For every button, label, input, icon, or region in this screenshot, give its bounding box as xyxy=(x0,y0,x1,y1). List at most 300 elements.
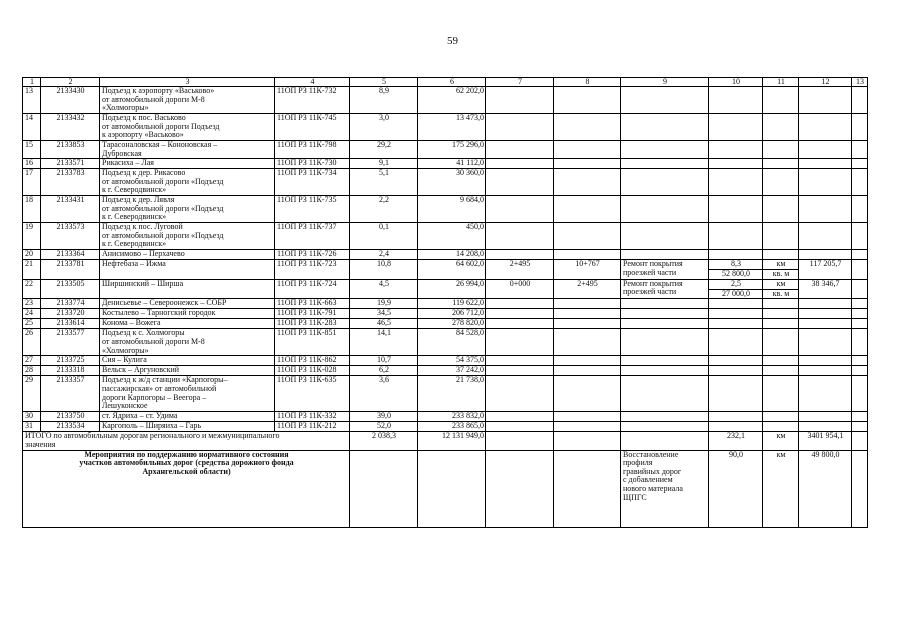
empty-cell xyxy=(554,309,621,319)
cost-cell: 37 242,0 xyxy=(418,366,486,376)
road-id-cell: 11ОП РЗ 11К-745 xyxy=(275,114,350,141)
empty-cell xyxy=(709,422,763,432)
row-number-cell: 14 xyxy=(23,114,41,141)
road-code-cell: 2133577 xyxy=(41,329,100,356)
column-number-header: 10 xyxy=(709,78,763,87)
road-id-cell: 11ОП РЗ 11К-028 xyxy=(275,366,350,376)
empty-cell xyxy=(554,87,621,114)
empty-cell xyxy=(799,87,852,114)
empty-cell xyxy=(852,450,868,527)
cost-cell: 62 202,0 xyxy=(418,87,486,114)
row-number-cell: 17 xyxy=(23,169,41,196)
row-number-cell: 31 xyxy=(23,422,41,432)
table-row xyxy=(23,250,868,260)
column-number-header: 5 xyxy=(350,78,418,87)
empty-cell xyxy=(621,412,709,422)
column-number-header: 12 xyxy=(799,78,852,87)
road-id-cell: 11ОП РЗ 11К-730 xyxy=(275,159,350,169)
empty-cell xyxy=(554,356,621,366)
length-cell: 10,8 xyxy=(350,260,418,280)
road-name-cell: Подъезд к пос. Луговой от автомобильной дороги «Подъезд к г. Северодвинск» xyxy=(100,223,275,250)
road-id-cell: 11ОП РЗ 11К-732 xyxy=(275,87,350,114)
empty-cell xyxy=(709,299,763,309)
cost-cell: 119 622,0 xyxy=(418,299,486,309)
length-cell: 8,9 xyxy=(350,87,418,114)
empty-cell xyxy=(486,196,554,223)
row-number-cell: 25 xyxy=(23,319,41,329)
empty-cell xyxy=(486,114,554,141)
empty-cell xyxy=(709,250,763,260)
empty-cell xyxy=(350,450,418,527)
cost-cell: 21 738,0 xyxy=(418,376,486,412)
road-id-cell: 11ОП РЗ 11К-734 xyxy=(275,169,350,196)
road-code-cell: 2133750 xyxy=(41,412,100,422)
table-row xyxy=(23,319,868,329)
empty-cell xyxy=(799,223,852,250)
length-cell: 39,0 xyxy=(350,412,418,422)
table-row xyxy=(23,159,868,169)
road-code-cell: 2133357 xyxy=(41,376,100,412)
km-to-cell: 10+767 xyxy=(554,260,621,280)
empty-cell xyxy=(709,329,763,356)
road-id-cell: 11ОП РЗ 11К-798 xyxy=(275,141,350,159)
table-row xyxy=(23,309,868,319)
road-code-cell: 2133614 xyxy=(41,319,100,329)
empty-cell xyxy=(486,376,554,412)
repair-total-cell: 117 205,7 xyxy=(799,260,852,280)
length-cell: 2,4 xyxy=(350,250,418,260)
empty-cell xyxy=(486,87,554,114)
empty-cell xyxy=(486,223,554,250)
empty-cell xyxy=(852,319,868,329)
empty-cell xyxy=(486,329,554,356)
column-number-header: 3 xyxy=(100,78,275,87)
empty-cell xyxy=(621,299,709,309)
cost-cell: 64 602,0 xyxy=(418,260,486,280)
row-number-cell: 28 xyxy=(23,366,41,376)
length-cell: 52,0 xyxy=(350,422,418,432)
empty-cell xyxy=(486,450,554,527)
row-number-cell: 22 xyxy=(23,279,41,299)
empty-cell xyxy=(709,87,763,114)
unit-cell: км xyxy=(763,260,799,270)
road-code-cell: 2133432 xyxy=(41,114,100,141)
empty-cell xyxy=(763,169,799,196)
task-sum-cell: 49 800,0 xyxy=(799,450,852,527)
road-id-cell: 11ОП РЗ 11К-735 xyxy=(275,196,350,223)
column-number-header: 9 xyxy=(621,78,709,87)
empty-cell xyxy=(709,319,763,329)
column-number-header: 2 xyxy=(41,78,100,87)
empty-cell xyxy=(709,376,763,412)
length-cell: 6,2 xyxy=(350,366,418,376)
row-number-cell: 23 xyxy=(23,299,41,309)
road-code-cell: 2133431 xyxy=(41,196,100,223)
empty-cell xyxy=(486,412,554,422)
empty-cell xyxy=(621,366,709,376)
road-code-cell: 2133571 xyxy=(41,159,100,169)
road-code-cell: 2133534 xyxy=(41,422,100,432)
empty-cell xyxy=(709,196,763,223)
row-number-cell: 30 xyxy=(23,412,41,422)
cost-cell: 175 296,0 xyxy=(418,141,486,159)
column-number-header: 8 xyxy=(554,78,621,87)
empty-cell xyxy=(799,159,852,169)
row-number-cell: 15 xyxy=(23,141,41,159)
cost-cell: 233 865,0 xyxy=(418,422,486,432)
empty-cell xyxy=(763,309,799,319)
task-work-cell: Восстановление профиля гравийных дорог с добавлением нового материала ЩПГС xyxy=(621,450,709,527)
empty-cell xyxy=(852,159,868,169)
empty-cell xyxy=(554,329,621,356)
table-row xyxy=(23,196,868,223)
empty-cell xyxy=(799,250,852,260)
road-id-cell: 11ОП РЗ 11К-851 xyxy=(275,329,350,356)
road-name-cell: Подъезд к дер. Лявля от автомобильной дороги «Подъезд к г. Северодвинск» xyxy=(100,196,275,223)
empty-cell xyxy=(621,87,709,114)
road-id-cell: 11ОП РЗ 11К-737 xyxy=(275,223,350,250)
empty-cell xyxy=(799,141,852,159)
road-code-cell: 2133505 xyxy=(41,279,100,299)
table-row xyxy=(23,366,868,376)
road-id-cell: 11ОП РЗ 11К-724 xyxy=(275,279,350,299)
empty-cell xyxy=(763,299,799,309)
empty-cell xyxy=(799,329,852,356)
road-code-cell: 2133430 xyxy=(41,87,100,114)
empty-cell xyxy=(852,223,868,250)
road-name-cell: Подъезд к с. Холмогоры от автомобильной дороги М-8 «Холмогоры» xyxy=(100,329,275,356)
task-unit-cell: км xyxy=(763,450,799,527)
empty-cell xyxy=(554,450,621,527)
empty-cell xyxy=(763,356,799,366)
empty-cell xyxy=(852,299,868,309)
road-name-cell: Костылево – Тарногский городок xyxy=(100,309,275,319)
empty-cell xyxy=(799,114,852,141)
length-cell: 5,1 xyxy=(350,169,418,196)
empty-cell xyxy=(763,196,799,223)
empty-cell xyxy=(621,319,709,329)
cost-cell: 26 994,0 xyxy=(418,279,486,299)
empty-cell xyxy=(799,319,852,329)
road-code-cell: 2133318 xyxy=(41,366,100,376)
header-row xyxy=(23,78,868,87)
work-type-cell: Ремонт покрытия проезжей части xyxy=(621,279,709,299)
area-cell: 27 000,0 xyxy=(709,289,763,299)
cost-cell: 14 208,0 xyxy=(418,250,486,260)
empty-cell xyxy=(852,309,868,319)
length-km-cell: 8,3 xyxy=(709,260,763,270)
road-code-cell: 2133364 xyxy=(41,250,100,260)
length-cell: 3,0 xyxy=(350,114,418,141)
empty-cell xyxy=(763,141,799,159)
empty-cell xyxy=(852,329,868,356)
row-number-cell: 21 xyxy=(23,260,41,280)
road-name-cell: Подъезд к пос. Васьково от автомобильной дороги Подъезд к аэропорту «Васьково» xyxy=(100,114,275,141)
empty-cell xyxy=(486,319,554,329)
road-name-cell: Конома – Вожега xyxy=(100,319,275,329)
empty-cell xyxy=(554,412,621,422)
column-number-header: 6 xyxy=(418,78,486,87)
road-code-cell: 2133573 xyxy=(41,223,100,250)
empty-cell xyxy=(554,376,621,412)
table-row xyxy=(23,422,868,432)
empty-cell xyxy=(486,169,554,196)
empty-cell xyxy=(554,159,621,169)
empty-cell xyxy=(709,169,763,196)
road-id-cell: 11ОП РЗ 11К-723 xyxy=(275,260,350,280)
table-row xyxy=(23,356,868,366)
cost-cell: 9 684,0 xyxy=(418,196,486,223)
road-name-cell: Нефтебаза – Ижма xyxy=(100,260,275,280)
empty-cell xyxy=(554,196,621,223)
table-row xyxy=(23,141,868,159)
cost-cell: 233 832,0 xyxy=(418,412,486,422)
empty-cell xyxy=(554,223,621,250)
task-title-cell: Мероприятия по поддержанию нормативного состояния участков автомобильных дорог (средства дорожного фонда Архангельской области) xyxy=(23,450,350,527)
table-row xyxy=(23,412,868,422)
road-name-cell: Денисьевье – Североонежск – СОБР xyxy=(100,299,275,309)
road-id-cell: 11ОП РЗ 11К-663 xyxy=(275,299,350,309)
empty-cell xyxy=(799,356,852,366)
empty-cell xyxy=(486,422,554,432)
empty-cell xyxy=(763,366,799,376)
work-type-cell: Ремонт покрытия проезжей части xyxy=(621,260,709,280)
empty-cell xyxy=(852,260,868,280)
empty-cell xyxy=(852,196,868,223)
page-number: 59 xyxy=(447,35,458,47)
column-number-header: 11 xyxy=(763,78,799,87)
empty-cell xyxy=(763,376,799,412)
row-number-cell: 13 xyxy=(23,87,41,114)
empty-cell xyxy=(486,250,554,260)
empty-cell xyxy=(799,196,852,223)
empty-cell xyxy=(852,279,868,299)
empty-cell xyxy=(799,309,852,319)
total-sum-cell: 3401 954,1 xyxy=(799,432,852,450)
road-code-cell: 2133781 xyxy=(41,260,100,280)
empty-cell xyxy=(709,309,763,319)
column-number-header: 7 xyxy=(486,78,554,87)
empty-cell xyxy=(709,356,763,366)
empty-cell xyxy=(621,141,709,159)
empty-cell xyxy=(486,309,554,319)
empty-cell xyxy=(554,114,621,141)
road-id-cell: 11ОП РЗ 11К-862 xyxy=(275,356,350,366)
table-row xyxy=(23,260,868,270)
table-body xyxy=(23,78,868,528)
repair-total-cell: 38 346,7 xyxy=(799,279,852,299)
empty-cell xyxy=(852,422,868,432)
row-number-cell: 16 xyxy=(23,159,41,169)
empty-cell xyxy=(852,356,868,366)
length-cell: 29,2 xyxy=(350,141,418,159)
empty-cell xyxy=(486,356,554,366)
empty-cell xyxy=(621,309,709,319)
road-id-cell: 11ОП РЗ 11К-635 xyxy=(275,376,350,412)
empty-cell xyxy=(763,223,799,250)
length-cell: 0,1 xyxy=(350,223,418,250)
unit-cell: кв. м xyxy=(763,270,799,280)
area-cell: 52 800,0 xyxy=(709,270,763,280)
empty-cell xyxy=(799,169,852,196)
cost-cell: 206 712,0 xyxy=(418,309,486,319)
km-from-cell: 2+495 xyxy=(486,260,554,280)
empty-cell xyxy=(763,114,799,141)
row-number-cell: 29 xyxy=(23,376,41,412)
table-row xyxy=(23,329,868,356)
empty-cell xyxy=(852,114,868,141)
total-km-cell: 232,1 xyxy=(709,432,763,450)
total-unit-cell: км xyxy=(763,432,799,450)
empty-cell xyxy=(621,169,709,196)
table-row xyxy=(23,223,868,250)
length-cell: 2,2 xyxy=(350,196,418,223)
unit-cell: км xyxy=(763,279,799,289)
empty-cell xyxy=(763,329,799,356)
empty-cell xyxy=(621,223,709,250)
road-id-cell: 11ОП РЗ 11К-283 xyxy=(275,319,350,329)
empty-cell xyxy=(621,196,709,223)
road-id-cell: 11ОП РЗ 11К-332 xyxy=(275,412,350,422)
road-name-cell: ст. Ядриха – ст. Удима xyxy=(100,412,275,422)
row-number-cell: 26 xyxy=(23,329,41,356)
cost-cell: 30 360,0 xyxy=(418,169,486,196)
road-code-cell: 2133720 xyxy=(41,309,100,319)
task-km-cell: 90,0 xyxy=(709,450,763,527)
row-number-cell: 20 xyxy=(23,250,41,260)
road-id-cell: 11ОП РЗ 11К-212 xyxy=(275,422,350,432)
table-row xyxy=(23,114,868,141)
length-cell: 9,1 xyxy=(350,159,418,169)
table-row xyxy=(23,87,868,114)
cost-cell: 450,0 xyxy=(418,223,486,250)
cost-cell: 278 820,0 xyxy=(418,319,486,329)
road-name-cell: Сия – Кулига xyxy=(100,356,275,366)
empty-cell xyxy=(621,329,709,356)
empty-cell xyxy=(554,141,621,159)
empty-cell xyxy=(621,159,709,169)
empty-cell xyxy=(709,159,763,169)
empty-cell xyxy=(852,87,868,114)
cost-cell: 54 375,0 xyxy=(418,356,486,366)
road-code-cell: 2133853 xyxy=(41,141,100,159)
empty-cell xyxy=(763,319,799,329)
empty-cell xyxy=(621,356,709,366)
empty-cell xyxy=(763,412,799,422)
length-cell: 34,5 xyxy=(350,309,418,319)
length-cell: 14,1 xyxy=(350,329,418,356)
length-cell: 19,9 xyxy=(350,299,418,309)
road-code-cell: 2133725 xyxy=(41,356,100,366)
road-name-cell: Каргополь – Ширяиха – Гарь xyxy=(100,422,275,432)
total-cost-cell: 12 131 949,0 xyxy=(418,432,486,450)
km-from-cell: 0+000 xyxy=(486,279,554,299)
empty-cell xyxy=(852,376,868,412)
roads-table xyxy=(22,77,868,528)
unit-cell: кв. м xyxy=(763,289,799,299)
empty-cell xyxy=(852,366,868,376)
empty-cell xyxy=(486,432,554,450)
empty-cell xyxy=(852,412,868,422)
empty-cell xyxy=(554,319,621,329)
road-id-cell: 11ОП РЗ 11К-726 xyxy=(275,250,350,260)
empty-cell xyxy=(763,422,799,432)
length-cell: 4,5 xyxy=(350,279,418,299)
cost-cell: 13 473,0 xyxy=(418,114,486,141)
empty-cell xyxy=(621,376,709,412)
row-number-cell: 27 xyxy=(23,356,41,366)
empty-cell xyxy=(554,366,621,376)
empty-cell xyxy=(554,250,621,260)
empty-cell xyxy=(799,422,852,432)
empty-cell xyxy=(486,366,554,376)
table-row xyxy=(23,299,868,309)
empty-cell xyxy=(852,250,868,260)
empty-cell xyxy=(709,141,763,159)
table-row xyxy=(23,279,868,289)
empty-cell xyxy=(852,432,868,450)
column-number-header: 1 xyxy=(23,78,41,87)
cost-cell: 84 528,0 xyxy=(418,329,486,356)
empty-cell xyxy=(709,366,763,376)
road-name-cell: Тарасоналовская – Кононовская – Дубровская xyxy=(100,141,275,159)
length-cell: 46,5 xyxy=(350,319,418,329)
empty-cell xyxy=(621,114,709,141)
empty-cell xyxy=(554,169,621,196)
empty-cell xyxy=(621,422,709,432)
empty-cell xyxy=(852,141,868,159)
row-number-cell: 19 xyxy=(23,223,41,250)
road-name-cell: Подъезд к дер. Рикасово от автомобильной дороги «Подъезд к г. Северодвинск» xyxy=(100,169,275,196)
empty-cell xyxy=(486,159,554,169)
empty-cell xyxy=(621,432,709,450)
column-number-header: 4 xyxy=(275,78,350,87)
empty-cell xyxy=(763,159,799,169)
empty-cell xyxy=(709,412,763,422)
road-code-cell: 2133783 xyxy=(41,169,100,196)
empty-cell xyxy=(763,87,799,114)
empty-cell xyxy=(709,114,763,141)
empty-cell xyxy=(554,422,621,432)
table-row xyxy=(23,169,868,196)
table-row xyxy=(23,376,868,412)
km-to-cell: 2+495 xyxy=(554,279,621,299)
cost-cell: 41 112,0 xyxy=(418,159,486,169)
empty-cell xyxy=(486,141,554,159)
row-number-cell: 24 xyxy=(23,309,41,319)
empty-cell xyxy=(621,250,709,260)
empty-cell xyxy=(486,299,554,309)
empty-cell xyxy=(554,432,621,450)
road-name-cell: Анисимово – Перхачево xyxy=(100,250,275,260)
task-row xyxy=(23,450,868,527)
row-number-cell: 18 xyxy=(23,196,41,223)
length-km-cell: 2,5 xyxy=(709,279,763,289)
empty-cell xyxy=(799,412,852,422)
empty-cell xyxy=(554,299,621,309)
road-name-cell: Подъезд к ж/д станции «Карпогоры– пассажирская» от автомобильной дороги Карпогоры – Веегора – Лешуконское xyxy=(100,376,275,412)
empty-cell xyxy=(799,299,852,309)
road-name-cell: Рикасиха – Лая xyxy=(100,159,275,169)
length-cell: 10,7 xyxy=(350,356,418,366)
empty-cell xyxy=(852,169,868,196)
length-cell: 3,6 xyxy=(350,376,418,412)
empty-cell xyxy=(799,376,852,412)
road-name-cell: Подъезд к аэропорту «Васьково» от автомобильной дороги М-8 «Холмогоры» xyxy=(100,87,275,114)
road-code-cell: 2133774 xyxy=(41,299,100,309)
road-name-cell: Ширшинский – Ширша xyxy=(100,279,275,299)
column-number-header: 13 xyxy=(852,78,868,87)
